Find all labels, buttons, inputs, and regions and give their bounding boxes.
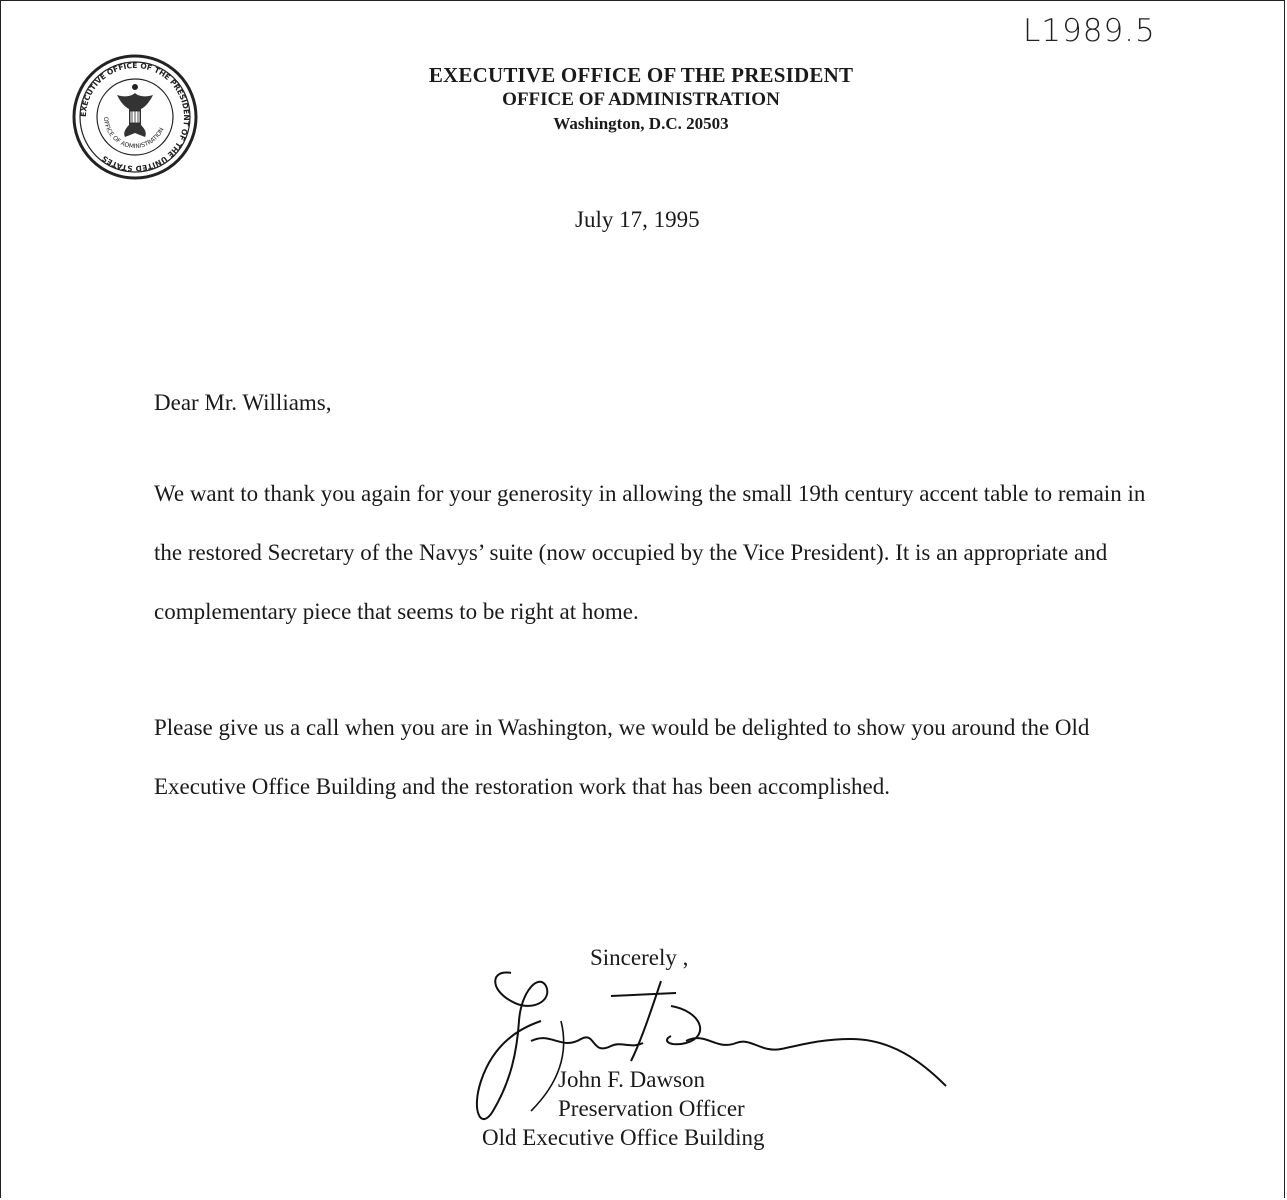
body-paragraph-1: We want to thank you again for your generosity in allowing the small 19th century accent table to remain in the restored Secretary of the Navys’ suite (now occupied by the Vice President). It is an appropriate and complementary piece that seems to be right at home. — [154, 481, 1146, 624]
accession-number: L1989.5 — [1023, 13, 1156, 49]
presidential-office-seal — [71, 53, 199, 181]
svg-text:OFFICE OF ADMINISTRATION: OFFICE OF ADMINISTRATION — [101, 116, 166, 151]
letterhead-line2: OFFICE OF ADMINISTRATION — [502, 89, 780, 110]
letterhead-line1: EXECUTIVE OFFICE OF THE PRESIDENT — [428, 63, 854, 87]
body-paragraph-2: Please give us a call when you are in Washington, we would be delighted to show you around the Old Executive Office Building and the restoration work that has been accomplished. — [154, 715, 1090, 799]
salutation: Dear Mr. Williams, — [154, 390, 332, 415]
signer-name: John F. Dawson — [558, 1067, 706, 1092]
signer-organization: Old Executive Office Building — [482, 1125, 765, 1150]
letterhead-address: Washington, D.C. 20503 — [553, 114, 729, 133]
letter-date: July 17, 1995 — [575, 207, 700, 232]
signer-title: Preservation Officer — [558, 1096, 745, 1121]
svg-text:EXECUTIVE OFFICE OF THE PRESID: EXECUTIVE OFFICE OF THE PRESIDENT OF THE UNITED STATES — [78, 60, 192, 174]
signature-block — [482, 1065, 765, 1152]
letterhead — [331, 63, 951, 136]
closing: Sincerely , — [590, 945, 689, 970]
